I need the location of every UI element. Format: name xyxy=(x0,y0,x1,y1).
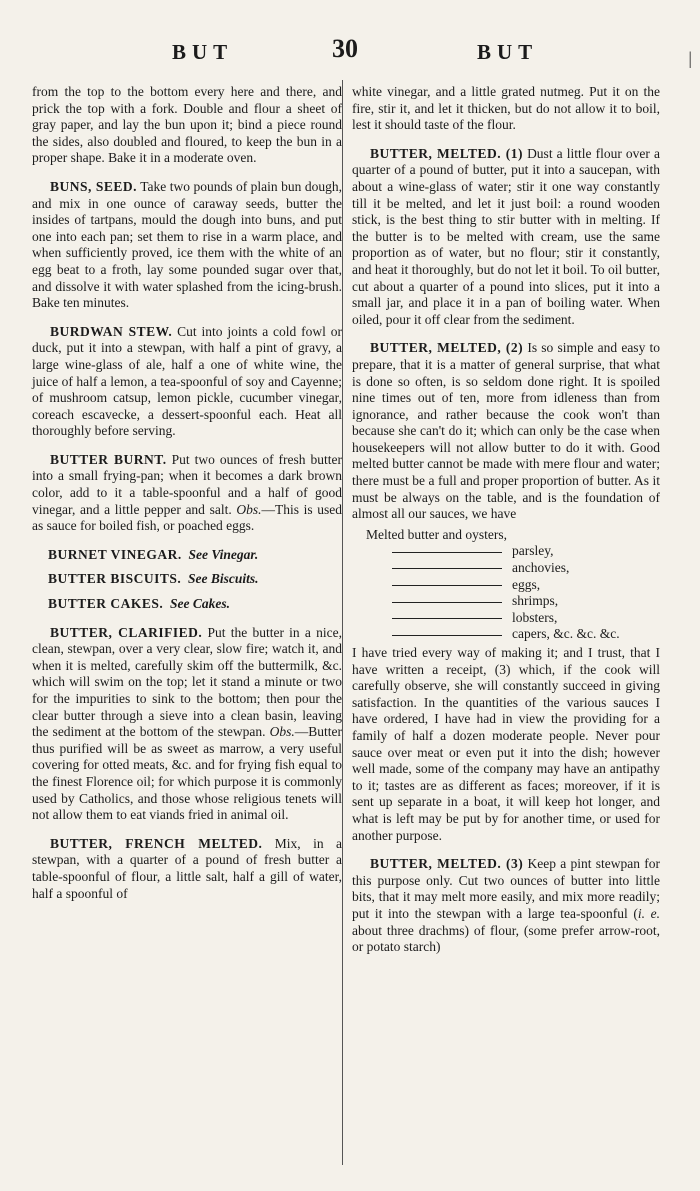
column-divider xyxy=(342,80,343,1165)
ditto-rule xyxy=(392,635,502,636)
running-head-right: BUT xyxy=(477,40,539,64)
entry-heading: BUTTER, MELTED, (2) xyxy=(370,340,524,356)
entry-body: —Butter thus purified will be as sweet as marrow, a very useful covering for otted meats, &c. and for frying fish equal to the finest Florence oil; for which purpose it is commonly used by Catholics, and those whose religious tenets will not allow them to eat viands fried in animal oil. xyxy=(32,724,342,823)
sauce-list xyxy=(352,527,660,643)
entry-body: about three drachms) of flour, (some prefer arrow-root, or potato starch) xyxy=(352,922,660,955)
entry-heading: BUTTER CAKES. xyxy=(48,596,164,612)
entry-heading: BUTTER, FRENCH MELTED. xyxy=(50,835,263,851)
entry-butter-melted-1 xyxy=(352,146,660,329)
entry-butter-biscuits xyxy=(32,571,342,588)
entry-burnet-vinegar xyxy=(32,547,342,564)
list-item: anchovies, xyxy=(352,560,660,577)
entry-heading: BUNS, SEED. xyxy=(50,178,138,194)
page-header xyxy=(0,30,700,70)
entry-buns-seed xyxy=(32,179,342,312)
entry-butter-clarified xyxy=(32,625,342,824)
obs-label: Obs. xyxy=(269,724,295,740)
entry-butter-cakes xyxy=(32,596,342,613)
list-item: parsley, xyxy=(352,543,660,560)
entry-heading: BUTTER BISCUITS. xyxy=(48,571,182,587)
ditto-rule xyxy=(392,585,502,586)
ditto-rule xyxy=(392,602,502,603)
list-item: Melted butter and oysters, xyxy=(366,526,507,542)
entry-body: Cut into joints a cold fowl or duck, put it into a stewpan, with half a pint of gravy, a large wine-glass of ale, half a one of white wine, the juice of half a lemon, a tea-spoonful of soy and Cayenne; of mushroom catsup, lemon pickle, cucumber vinegar, coreach escavecke, a dessert-spoonful each. Heat all thoroughly before serving. xyxy=(32,323,342,439)
cross-reference: See Vinegar. xyxy=(188,546,259,562)
entry-body: Put the butter in a nice, clean, stewpan, over a very clear, slow fire; watch it, and when it is melted, carefully skim off the buttermilk, &c. which will swim on the top; let it stand a minute or two for the impurities to sink to the bottom; then pour the clear butter through a sieve into a clean basin, leaving the sediment at the bottom of the stewpan. xyxy=(32,624,343,740)
ditto-rule xyxy=(392,568,502,569)
ditto-rule xyxy=(392,552,502,553)
entry-heading: BURNET VINEGAR. xyxy=(48,546,182,562)
entry-butter-burnt xyxy=(32,452,342,535)
entry-butter-melted-2 xyxy=(352,340,660,523)
right-column xyxy=(352,84,660,968)
entry-heading: BUTTER, MELTED. (1) xyxy=(370,145,523,161)
cross-reference: See Cakes. xyxy=(170,596,231,612)
list-item: lobsters, xyxy=(352,610,660,627)
entry-heading: BUTTER BURNT. xyxy=(50,451,167,467)
left-column xyxy=(32,84,342,914)
entry-body: Take two pounds of plain bun dough, and mix in one ounce of caraway seeds, butter the insides of tartpans, mould the dough into buns, and put one into each pan; set them to rise in a warm place, and when sufficiently proved, ice them with the white of an egg beat to a froth, lay some pounded sugar over that, and dissolve it with water splashed from the icing-brush. Bake ten minutes. xyxy=(32,178,342,311)
entry-body: —This is used as sauce for boiled fish, or poached eggs. xyxy=(32,501,342,534)
entry-heading: BURDWAN STEW. xyxy=(50,323,173,339)
paragraph-bun-continued: from the top to the bottom every here and there, and prick the top with a fork. Double and flour a sheet of gray paper, and lay the bun upon it; bind a piece round the sides, also doubled and floured, to keep the bun in a proper shape. Bake it in a moderate oven. xyxy=(32,84,342,166)
obs-label: Obs. xyxy=(236,501,262,517)
entry-butter-melted-3 xyxy=(352,856,660,956)
margin-mark: | xyxy=(688,48,692,68)
entry-body: Dust a little flour over a quarter of a pound of butter, put it into a saucepan, with about a wine-glass of water; stir it one way constantly till it be melted, and let it just boil: a round wooden stick, is the best thing to stir butter with in melting. If the butter is to be melted with cream, use the same proportion as of water, but no flour; stir it constantly, and heat it thoroughly, but do not let it boil. To oil butter, cut about a quarter of a pound into slices, put it into a small jar, and place it in a pan of boiling water. When oiled, pour it off clear from the sediment. xyxy=(352,145,660,327)
list-item: eggs, xyxy=(352,577,660,594)
ditto-rule xyxy=(392,618,502,619)
entry-body: Put two ounces of fresh butter into a small frying-pan; when it becomes a dark brown color, add to it a table-spoonful and a half of good vinegar, and a little pepper and salt. xyxy=(32,451,343,517)
cross-reference: See Biscuits. xyxy=(188,571,259,587)
entry-body: Keep a pint stewpan for this purpose only. Cut two ounces of butter into little bits, that it may melt more easily, and mix more readily; put it into the stewpan with a large tea-spoonful ( xyxy=(352,856,660,921)
list-item: capers, &c. &c. &c. xyxy=(352,626,660,643)
entry-butter-french-melted xyxy=(32,836,342,902)
entry-body: Mix, in a stewpan, with a quarter of a pound of fresh butter a table-spoonful of flour, a little salt, half a gill of water, half a spoonful of xyxy=(32,835,342,901)
list-item: shrimps, xyxy=(352,593,660,610)
running-head-left: BUT xyxy=(172,40,234,64)
entry-heading: BUTTER, CLARIFIED. xyxy=(50,624,203,640)
entry-burdwan-stew xyxy=(32,324,342,440)
page-number: 30 xyxy=(332,34,358,63)
entry-body: Is so simple and easy to prepare, that it is a matter of general surprise, that what is done so often, is so seldom done right. It is spoiled nine times out of ten, more from idleness than from ignorance, and rather because the cook won't than because she can't do it; which can only be the case when housekeepers will not allow butter to do it with. Good melted butter cannot be made with mere flour and water; there must be a full and proper proportion of butter. As it must be always on the table, and is the foundation of almost all our sauces, we have xyxy=(352,340,661,522)
entry-heading: BUTTER, MELTED. (3) xyxy=(370,856,524,872)
paragraph-french-melted-continued: white vinegar, and a little grated nutmeg. Put it on the fire, stir it, and let it thicken, but do not allow it to boil, lest it should taste of the flour. xyxy=(352,84,660,133)
abbreviation-ie: i. e. xyxy=(637,905,660,921)
paragraph-after-list: I have tried every way of making it; and I trust, that I have written a receipt, (3) which, if the cook will carefully observe, she will constantly succeed in giving satisfaction. In the quantities of the various sauces I have ordered, I have had in view the providing for a family of half a dozen moderate people. Never pour sauce over meat or even put it into the dish; however well made, some of the company may have an antipathy to it; tastes are as different as faces; moreover, if it is sent up separate in a boat, it will keep hot longer, and what is left may be put by for another time, or used for another purpose. xyxy=(352,645,660,843)
